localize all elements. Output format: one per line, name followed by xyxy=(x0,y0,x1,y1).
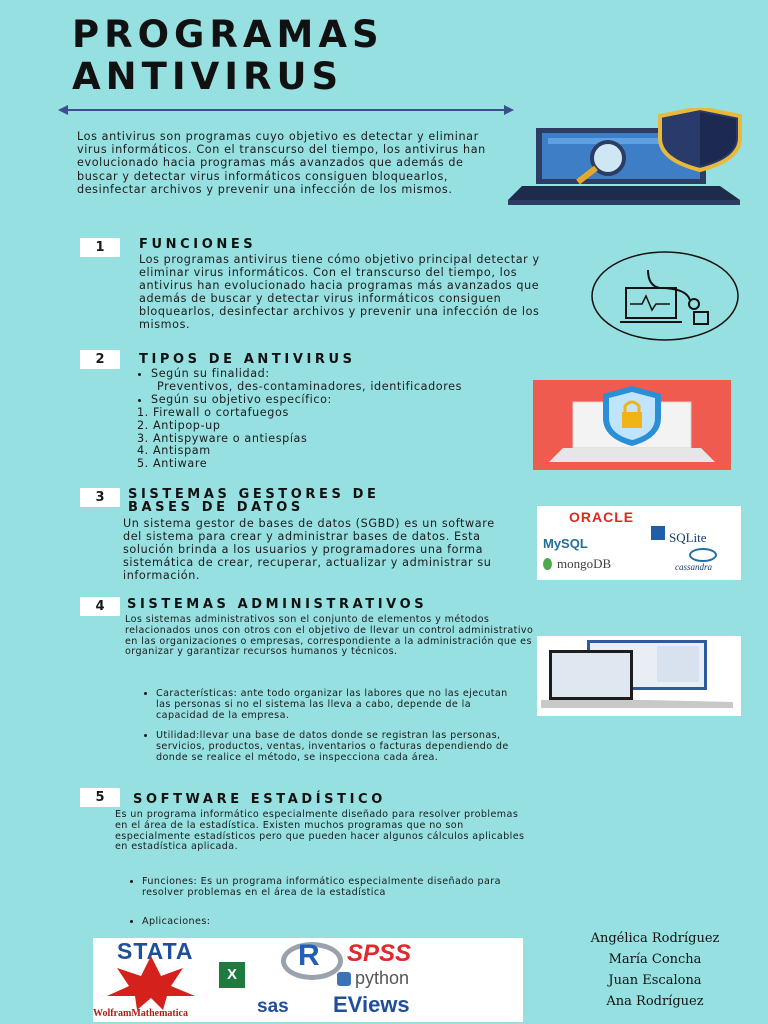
list-item: 2. Antipop-up xyxy=(153,420,495,433)
list-item: 1. Firewall o cortafuegos xyxy=(153,407,495,420)
section-heading-administrativos: SISTEMAS ADMINISTRATIVOS xyxy=(127,597,428,612)
authors-list xyxy=(560,928,750,1012)
laptop-software-image xyxy=(537,636,741,716)
list-item: • Utilidad:llevar una base de datos donde se registran las personas, servicios, productos, ventas, inventarios o facturas dependiendo de donde se realice el método, se inspecciona cada área. xyxy=(156,731,520,763)
bullet-finalidad: Según su finalidad: xyxy=(151,367,270,380)
list-item: 4. Antispam xyxy=(153,445,495,458)
statistics-software-logos xyxy=(93,938,523,1022)
stata-logo: STATA xyxy=(117,938,194,964)
mongodb-leaf-icon xyxy=(543,558,552,570)
section-heading-estadistico: SOFTWARE ESTADÍSTICO xyxy=(133,792,386,807)
section-text-funciones: Los programas antivirus tiene cómo objetivo principal detectar y eliminar virus informáticos. Con el transcurso del tiempo, los antivirus han evolucionado hacia programas más avanzados que además de buscar y detectar virus informáticos consiguen bloquearlos, desinfectar archivos y prevenir una infección de los mismos. xyxy=(139,253,540,331)
author-name: Juan Escalona xyxy=(608,973,702,988)
cassandra-eye-icon xyxy=(689,548,717,562)
antivirus-types-list xyxy=(135,368,495,471)
r-logo: R xyxy=(298,939,320,972)
computer-stethoscope-icon xyxy=(590,250,740,342)
list-item: • Características: ante todo organizar las labores que no las ejecutan las personas si no el sistema las lleva a cabo, depende de la capacidad de la empresa. xyxy=(156,689,520,721)
list-item xyxy=(151,368,495,394)
laptop-lock-shield-image xyxy=(533,380,731,470)
mysql-logo: MySQL xyxy=(543,536,588,551)
laptop-shield-illustration xyxy=(508,108,756,208)
bullet-finalidad-detail: Preventivos, des-contaminadores, identificadores xyxy=(157,379,463,393)
title-line-1: PROGRAMAS xyxy=(72,13,384,56)
antivirus-numbered-list xyxy=(135,407,495,472)
author-name: Ana Rodríguez xyxy=(606,994,704,1009)
wolfram-logo: WolframMathematica xyxy=(93,1008,188,1019)
section-number-5: 5 xyxy=(80,788,120,807)
sas-logo: sas xyxy=(257,996,289,1017)
section-text-estadistico: Es un programa informático especialmente diseñado para resolver problemas en el área de la estadística. Existen muchos programas que no son especialmente estadísticos pero que pueden hacer algunos cálculos aplicables en estadística aplicada. xyxy=(115,809,525,853)
section-number-4: 4 xyxy=(80,597,120,616)
section-heading-gestores xyxy=(128,488,379,514)
section-heading-tipos: TIPOS DE ANTIVIRUS xyxy=(139,352,356,367)
spss-logo: SPSS xyxy=(347,940,412,967)
list-item: • Funciones: Es un programa informático especialmente diseñado para resolver problemas en el área de la estadística xyxy=(142,877,526,899)
sqlite-logo: SQLite xyxy=(669,530,707,545)
wolfram-star-icon xyxy=(101,956,201,1010)
finalidad-bullet-list xyxy=(135,368,495,407)
mongodb-logo: mongoDB xyxy=(557,556,612,571)
eviews-logo: EViews xyxy=(333,992,410,1017)
section-number-3: 3 xyxy=(80,488,120,507)
list-item: 3. Antispyware o antiespías xyxy=(153,433,495,446)
intro-text: Los antivirus son programas cuyo objetivo es detectar y eliminar virus informáticos. Con el transcurso del tiempo, los antivirus han evolucionado hacia programas más avanzados que además de buscar y detectar virus informáticos consiguen bloquearlos, desinfectar archivos y prevenir una infección de los mismos. xyxy=(77,130,486,196)
python-logo: python xyxy=(355,968,410,988)
oracle-logo: ORACLE xyxy=(569,509,635,525)
bullet-objetivo: Según su objetivo específico: xyxy=(151,392,332,406)
administrativos-bullet-list xyxy=(140,689,520,764)
heading-line-1: SISTEMAS GESTORES DE xyxy=(128,487,380,502)
section-number-1: 1 xyxy=(80,238,120,257)
cassandra-logo: cassandra xyxy=(675,562,713,572)
heading-line-2: BASES DE DATOS xyxy=(128,500,304,515)
estadistico-bullet-list xyxy=(126,877,526,927)
section-number-2: 2 xyxy=(80,350,120,369)
estadistico-bullets xyxy=(126,877,526,927)
title-line-2: ANTIVIRUS xyxy=(72,55,344,98)
database-logos-image xyxy=(537,506,741,580)
section-text-administrativos: Los sistemas administrativos son el conjunto de elementos y métodos relacionados unos con otros con el objetivo de llevar un control administrativo en las organizaciones o empresas, correspondiente a la administración que es organizar y garantizar recursos humanos y técnicos. xyxy=(125,614,534,658)
list-item xyxy=(151,394,495,407)
sqlite-feather-icon xyxy=(651,526,665,540)
author-name: María Concha xyxy=(608,952,702,967)
administrativos-bullets xyxy=(140,689,520,764)
list-item: • Aplicaciones: xyxy=(142,917,526,928)
author-name: Angélica Rodríguez xyxy=(590,931,720,946)
section-heading-funciones: FUNCIONES xyxy=(139,237,257,252)
excel-icon: X xyxy=(219,962,245,988)
python-snake-icon xyxy=(337,972,351,986)
list-item: 5. Antiware xyxy=(153,458,495,471)
double-arrow-divider xyxy=(58,103,514,117)
section-text-gestores: Un sistema gestor de bases de datos (SGBD) es un software del sistema para crear y administrar bases de datos. Esta solución brinda a los usuarios y programadores una forma sistemática de crear, recuperar, actualizar y administrar su información. xyxy=(123,517,495,582)
page-title xyxy=(72,14,384,98)
